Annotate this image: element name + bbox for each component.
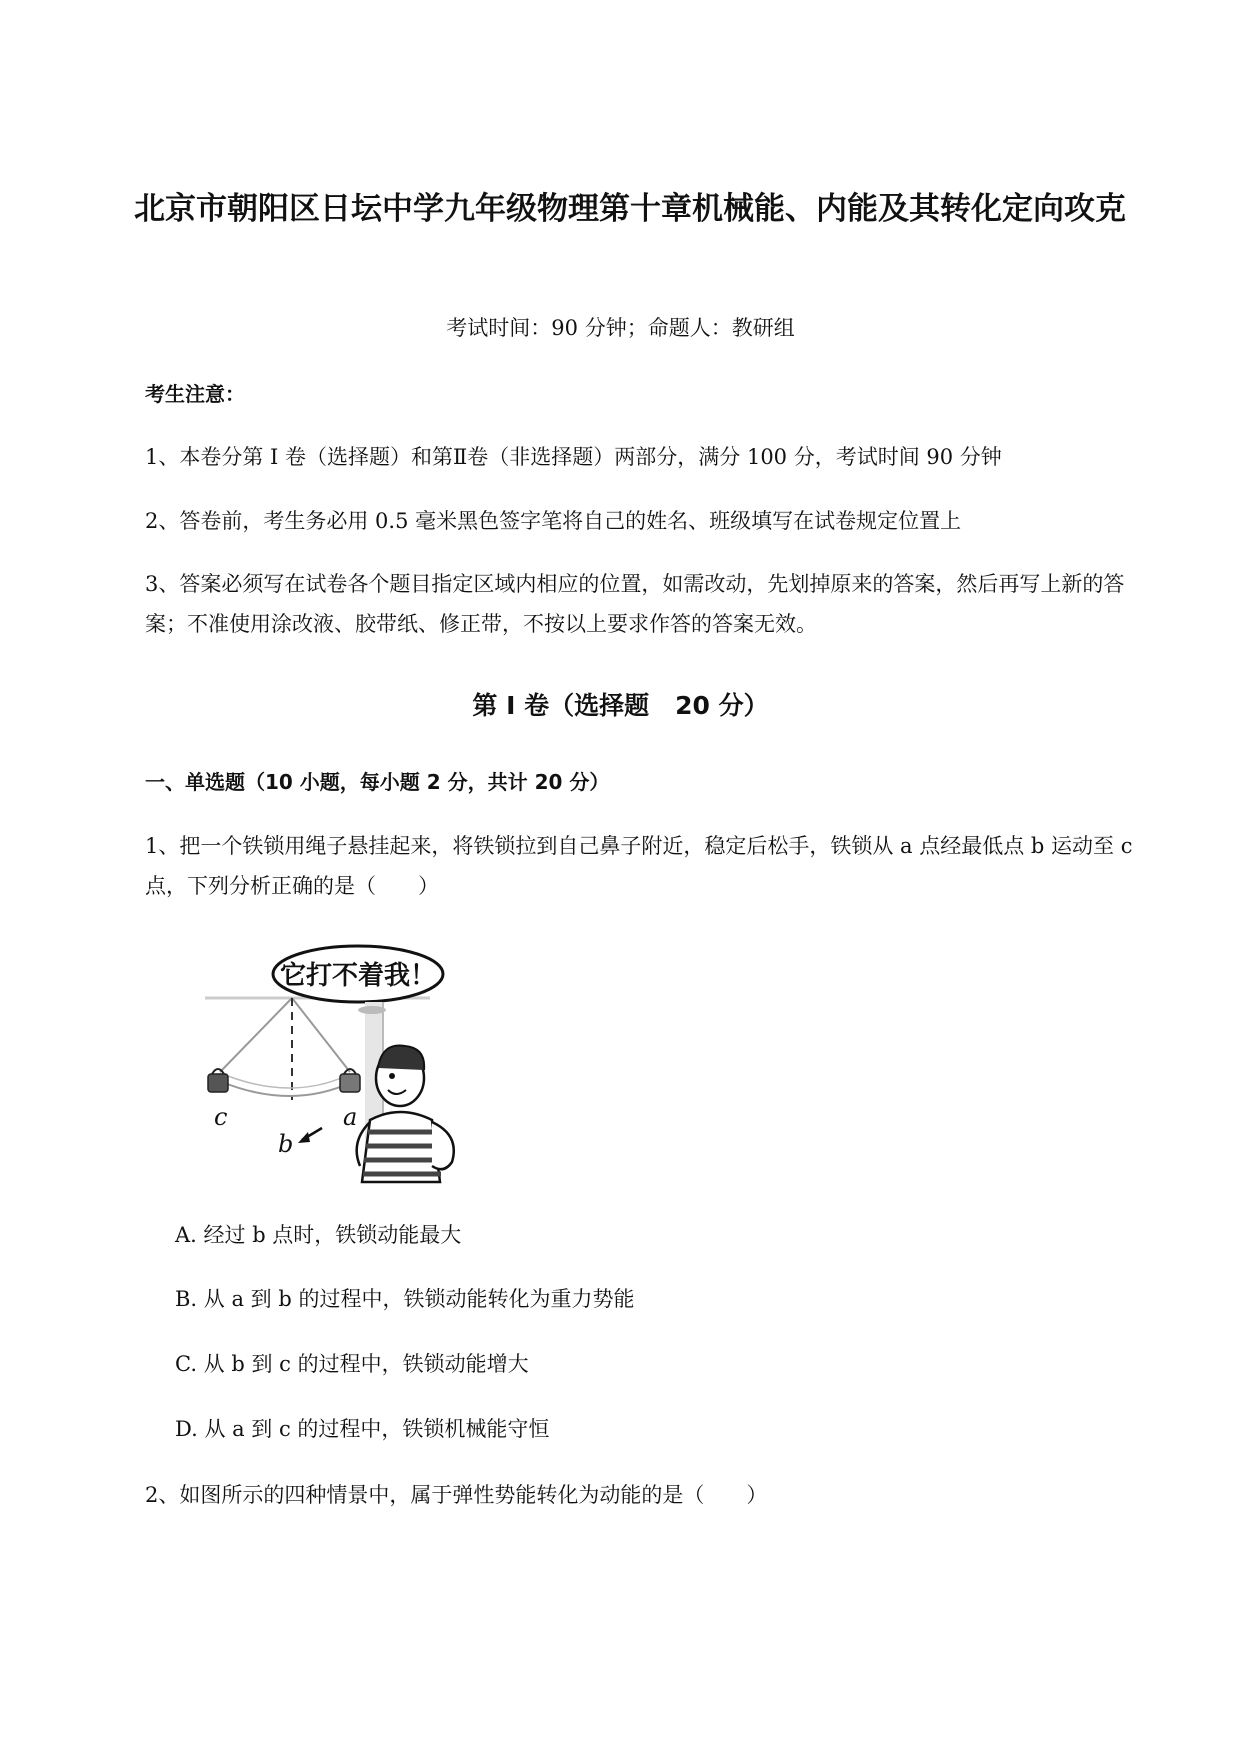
section-title (0, 686, 1241, 722)
question-2-stem: 2、如图所示的四种情景中，属于弹性势能转化为动能的是（ ） (145, 1483, 768, 1507)
section-title-right: 20 分） (675, 691, 769, 720)
notice-item-3: 3、答案必须写在试卷各个题目指定区域内相应的位置，如需改动，先划掉原来的答案，然后再写上新的答案；不准使用涂改液、胶带纸、修正带，不按以上要求作答的答案无效。 (145, 572, 1125, 636)
page-title: 北京市朝阳区日坛中学九年级物理第十章机械能、内能及其转化定向攻克 (134, 191, 1126, 227)
option-c[interactable]: C. 从 b 到 c 的过程中，铁锁动能增大 (175, 1352, 529, 1376)
section-title-left: 第 I 卷（选择题 (472, 691, 650, 720)
question-1-stem: 1、把一个铁锁用绳子悬挂起来，将铁锁拉到自己鼻子附近，稳定后松手，铁锁从 a 点经最低点 b 运动至 c 点，下列分析正确的是（ ） (145, 834, 1133, 898)
label-c: c (214, 1103, 228, 1131)
label-b: b (278, 1130, 294, 1158)
pendulum-figure (200, 930, 470, 1190)
label-a: a (343, 1103, 358, 1131)
notice-item-2: 2、答卷前，考生务必用 0.5 毫米黑色签字笔将自己的姓名、班级填写在试卷规定位置上 (145, 509, 962, 533)
notice-heading: 考生注意： (145, 382, 245, 406)
exam-info: 考试时间：90 分钟；命题人：教研组 (446, 316, 795, 340)
option-d[interactable]: D. 从 a 到 c 的过程中，铁锁机械能守恒 (175, 1417, 550, 1441)
part-heading: 一、单选题（10 小题，每小题 2 分，共计 20 分） (145, 770, 610, 794)
option-b[interactable]: B. 从 a 到 b 的过程中，铁锁动能转化为重力势能 (175, 1287, 635, 1311)
notice-item-1: 1、本卷分第 I 卷（选择题）和第Ⅱ卷（非选择题）两部分，满分 100 分，考试时间 90 分钟 (145, 445, 1002, 469)
speech-bubble-text: 它打不着我！ (279, 961, 437, 991)
pendulum-illustration (200, 930, 470, 1190)
option-a[interactable]: A. 经过 b 点时，铁锁动能最大 (175, 1223, 462, 1247)
